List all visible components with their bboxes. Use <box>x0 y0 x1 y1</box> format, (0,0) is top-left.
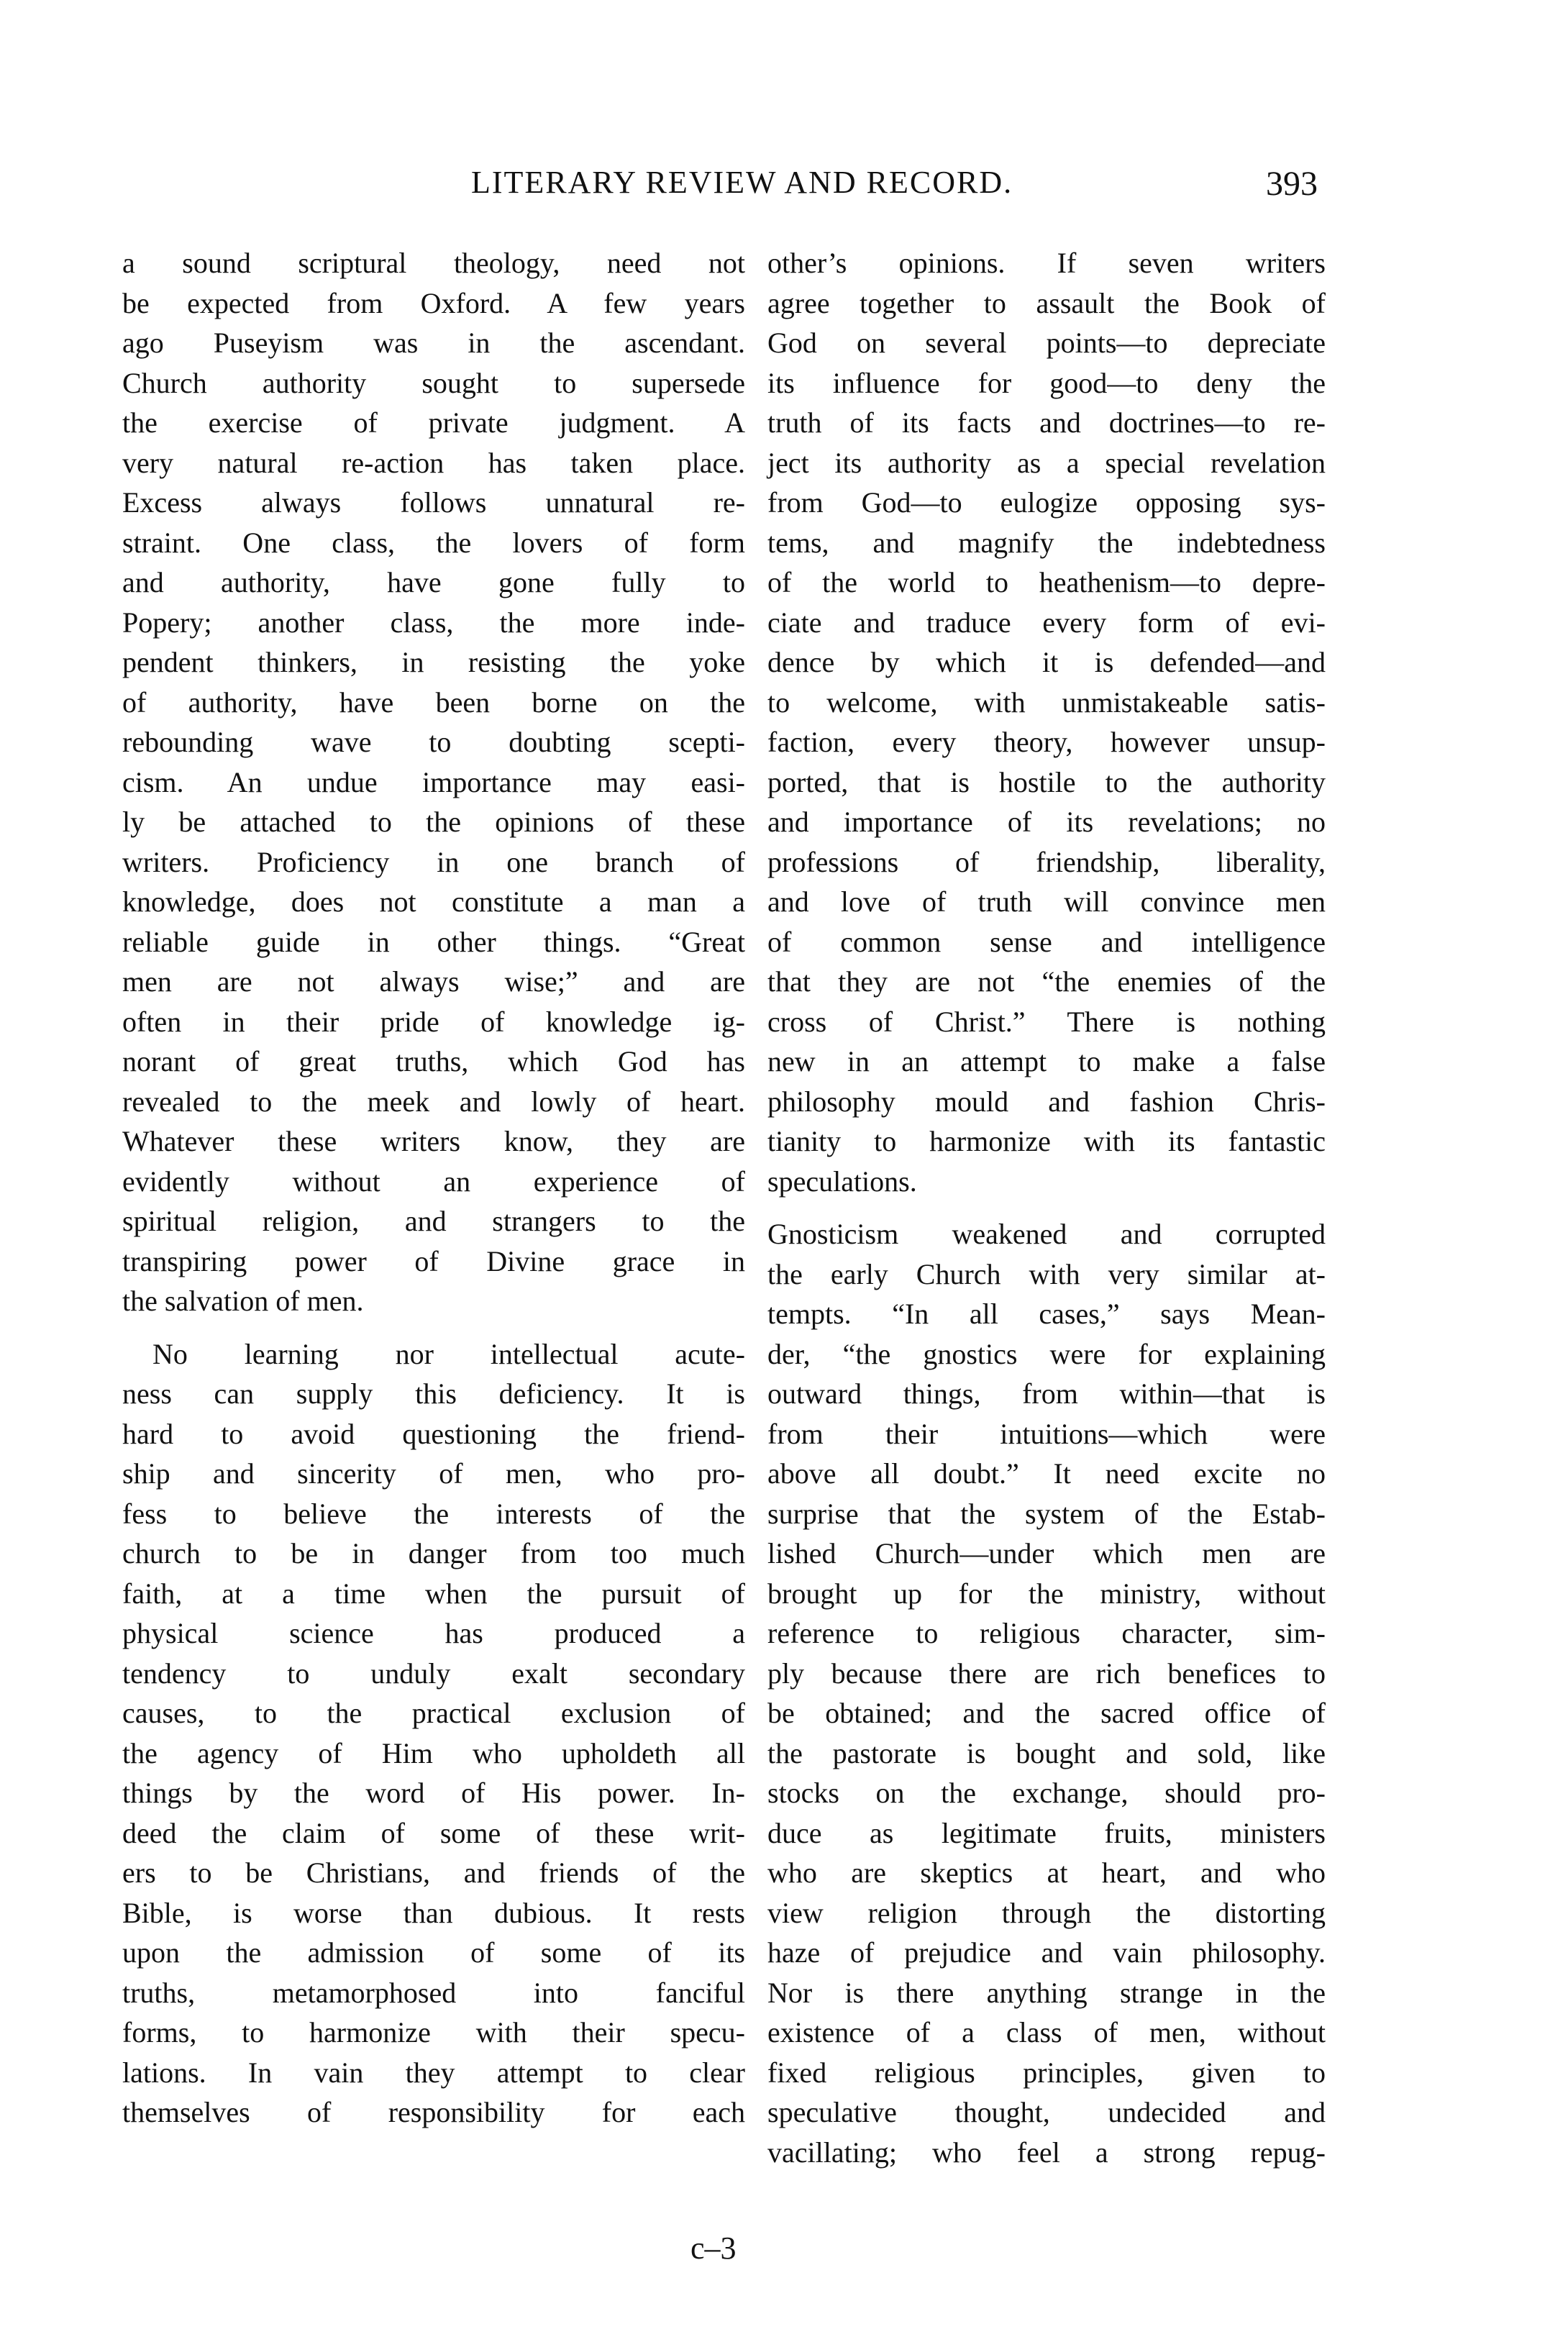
text-line: ers to be Christians, and friends of the <box>122 1856 745 1889</box>
text-line: No learning nor intellectual acute- <box>152 1337 745 1370</box>
text-line: straint. One class, the lovers of form <box>122 526 745 559</box>
text-line: Nor is there anything strange in the <box>767 1976 1326 2009</box>
text-line: knowledge, does not constitute a man a <box>122 885 745 918</box>
text-line: rebounding wave to doubting scepti- <box>122 726 745 758</box>
text-line: Excess always follows unnatural re- <box>122 486 745 519</box>
text-line: ply because there are rich benefices to <box>767 1656 1326 1690</box>
text-line: and importance of its revelations; no <box>767 806 1326 838</box>
text-line: tems, and magnify the indebtedness <box>767 526 1326 559</box>
text-line: lations. In vain they attempt to clear <box>122 2056 745 2089</box>
text-line: lished Church—under which men are <box>767 1537 1326 1569</box>
signature-mark: c–3 <box>690 2230 737 2266</box>
text-line: Bible, is worse than dubious. It rests <box>122 1896 745 1929</box>
text-line: be obtained; and the sacred office of <box>767 1697 1326 1729</box>
text-line: norant of great truths, which God has <box>122 1045 745 1077</box>
text-line: the salvation of men. <box>122 1285 364 1317</box>
text-line: tendency to unduly exalt secondary <box>122 1656 745 1690</box>
text-line: church to be in danger from too much <box>122 1537 745 1569</box>
text-line: tempts. “In all cases,” says Mean- <box>767 1298 1326 1330</box>
text-line: revealed to the meek and lowly of heart. <box>122 1085 745 1118</box>
text-line: be expected from Oxford. A few years <box>122 286 745 319</box>
text-line: stocks on the exchange, should pro- <box>767 1777 1326 1809</box>
text-line: haze of prejudice and vain philosophy. <box>767 1936 1326 1969</box>
text-line: pendent thinkers, in resisting the yoke <box>122 646 745 678</box>
text-column-right <box>767 243 1326 2172</box>
text-line: ported, that is hostile to the authority <box>767 765 1326 798</box>
text-line: and authority, have gone fully to <box>122 566 745 598</box>
text-line: transpiring power of Divine grace in <box>122 1244 745 1277</box>
text-line: spiritual religion, and strangers to the <box>122 1205 745 1237</box>
text-line: ly be attached to the opinions of these <box>122 806 745 838</box>
text-line: hard to avoid questioning the friend- <box>122 1417 745 1450</box>
text-line: the pastorate is bought and sold, like <box>767 1736 1326 1769</box>
text-line: speculative thought, undecided and <box>767 2096 1326 2128</box>
paragraph-gap <box>122 1321 745 1334</box>
text-line: professions of friendship, liberality, <box>767 845 1326 878</box>
text-line: above all doubt.” It need excite no <box>767 1457 1326 1490</box>
text-line: its influence for good—to deny the <box>767 366 1326 399</box>
text-line: cism. An undue importance may easi- <box>122 765 745 798</box>
text-line: evidently without an experience of <box>122 1165 745 1198</box>
text-line: view religion through the distorting <box>767 1896 1326 1929</box>
text-line: Church authority sought to supersede <box>122 366 745 399</box>
text-line: ship and sincerity of men, who pro- <box>122 1457 745 1490</box>
text-column-left <box>122 243 745 2133</box>
text-line: agree together to assault the Book of <box>767 286 1326 319</box>
text-line: the early Church with very similar at- <box>767 1257 1326 1290</box>
text-line: fess to believe the interests of the <box>122 1497 745 1530</box>
text-line: ject its authority as a special revelation <box>767 446 1326 479</box>
text-line: duce as legitimate fruits, ministers <box>767 1816 1326 1849</box>
text-line: who are skeptics at heart, and who <box>767 1856 1326 1889</box>
text-line: ciate and traduce every form of evi- <box>767 606 1326 639</box>
text-line: outward things, from within—that is <box>767 1377 1326 1410</box>
text-line: philosophy mould and fashion Chris- <box>767 1085 1326 1118</box>
text-line: of the world to heathenism—to depre- <box>767 566 1326 598</box>
text-line: new in an attempt to make a false <box>767 1045 1326 1077</box>
text-line: men are not always wise;” and are <box>122 965 745 998</box>
text-line: to welcome, with unmistakeable satis- <box>767 685 1326 719</box>
paragraph <box>122 243 745 1321</box>
text-line: der, “the gnostics were for explaining <box>767 1337 1326 1370</box>
page-number: 393 <box>1266 165 1318 203</box>
text-line: dence by which it is defended—and <box>767 646 1326 678</box>
text-line: speculations. <box>767 1165 917 1198</box>
text-line: reliable guide in other things. “Great <box>122 925 745 958</box>
text-line: the agency of Him who upholdeth all <box>122 1736 745 1769</box>
text-line: faith, at a time when the pursuit of <box>122 1577 745 1610</box>
paragraph <box>767 1214 1326 2172</box>
text-line: Whatever these writers know, they are <box>122 1125 745 1157</box>
text-line: a sound scriptural theology, need not <box>122 247 745 279</box>
text-line: that they are not “the enemies of the <box>767 965 1326 998</box>
text-line: writers. Proficiency in one branch of <box>122 845 745 878</box>
text-line: truth of its facts and doctrines—to re- <box>767 406 1326 439</box>
text-line: cross of Christ.” There is nothing <box>767 1005 1326 1038</box>
text-line: forms, to harmonize with their specu- <box>122 2016 745 2049</box>
text-line: truths, metamorphosed into fanciful <box>122 1976 745 2009</box>
text-line: God on several points—to depreciate <box>767 327 1326 359</box>
paragraph-gap <box>767 1201 1326 1214</box>
text-line: the exercise of private judgment. A <box>122 406 745 439</box>
text-line: ness can supply this deficiency. It is <box>122 1377 745 1410</box>
text-line: from God—to eulogize opposing sys- <box>767 486 1326 519</box>
text-line: reference to religious character, sim- <box>767 1617 1326 1649</box>
text-line: of authority, have been borne on the <box>122 685 745 719</box>
text-line: upon the admission of some of its <box>122 1936 745 1969</box>
text-line: fixed religious principles, given to <box>767 2056 1326 2089</box>
text-line: other’s opinions. If seven writers <box>767 247 1326 279</box>
text-line: brought up for the ministry, without <box>767 1577 1326 1610</box>
text-line: Gnosticism weakened and corrupted <box>767 1218 1326 1250</box>
text-line: ago Puseyism was in the ascendant. <box>122 327 745 359</box>
text-line: from their intuitions—which were <box>767 1417 1326 1450</box>
paragraph <box>767 243 1326 1201</box>
text-line: vacillating; who feel a strong repug- <box>767 2136 1326 2169</box>
text-line: themselves of responsibility for each <box>122 2096 745 2128</box>
text-line: surprise that the system of the Estab- <box>767 1497 1326 1530</box>
text-line: and love of truth will convince men <box>767 885 1326 918</box>
text-line: physical science has produced a <box>122 1617 745 1649</box>
page-header <box>0 164 1568 207</box>
text-line: deed the claim of some of these writ- <box>122 1816 745 1849</box>
text-line: often in their pride of knowledge ig- <box>122 1005 745 1038</box>
running-title: LITERARY REVIEW AND RECORD. <box>471 165 1013 200</box>
text-line: very natural re-action has taken place. <box>122 446 745 479</box>
text-line: tianity to harmonize with its fantastic <box>767 1125 1326 1157</box>
text-line: existence of a class of men, without <box>767 2016 1326 2049</box>
text-line: Popery; another class, the more inde- <box>122 606 745 639</box>
text-line: faction, every theory, however unsup- <box>767 726 1326 758</box>
text-line: things by the word of His power. In- <box>122 1777 745 1809</box>
text-line: of common sense and intelligence <box>767 925 1326 958</box>
text-line: causes, to the practical exclusion of <box>122 1697 745 1729</box>
paragraph <box>122 1334 745 2133</box>
